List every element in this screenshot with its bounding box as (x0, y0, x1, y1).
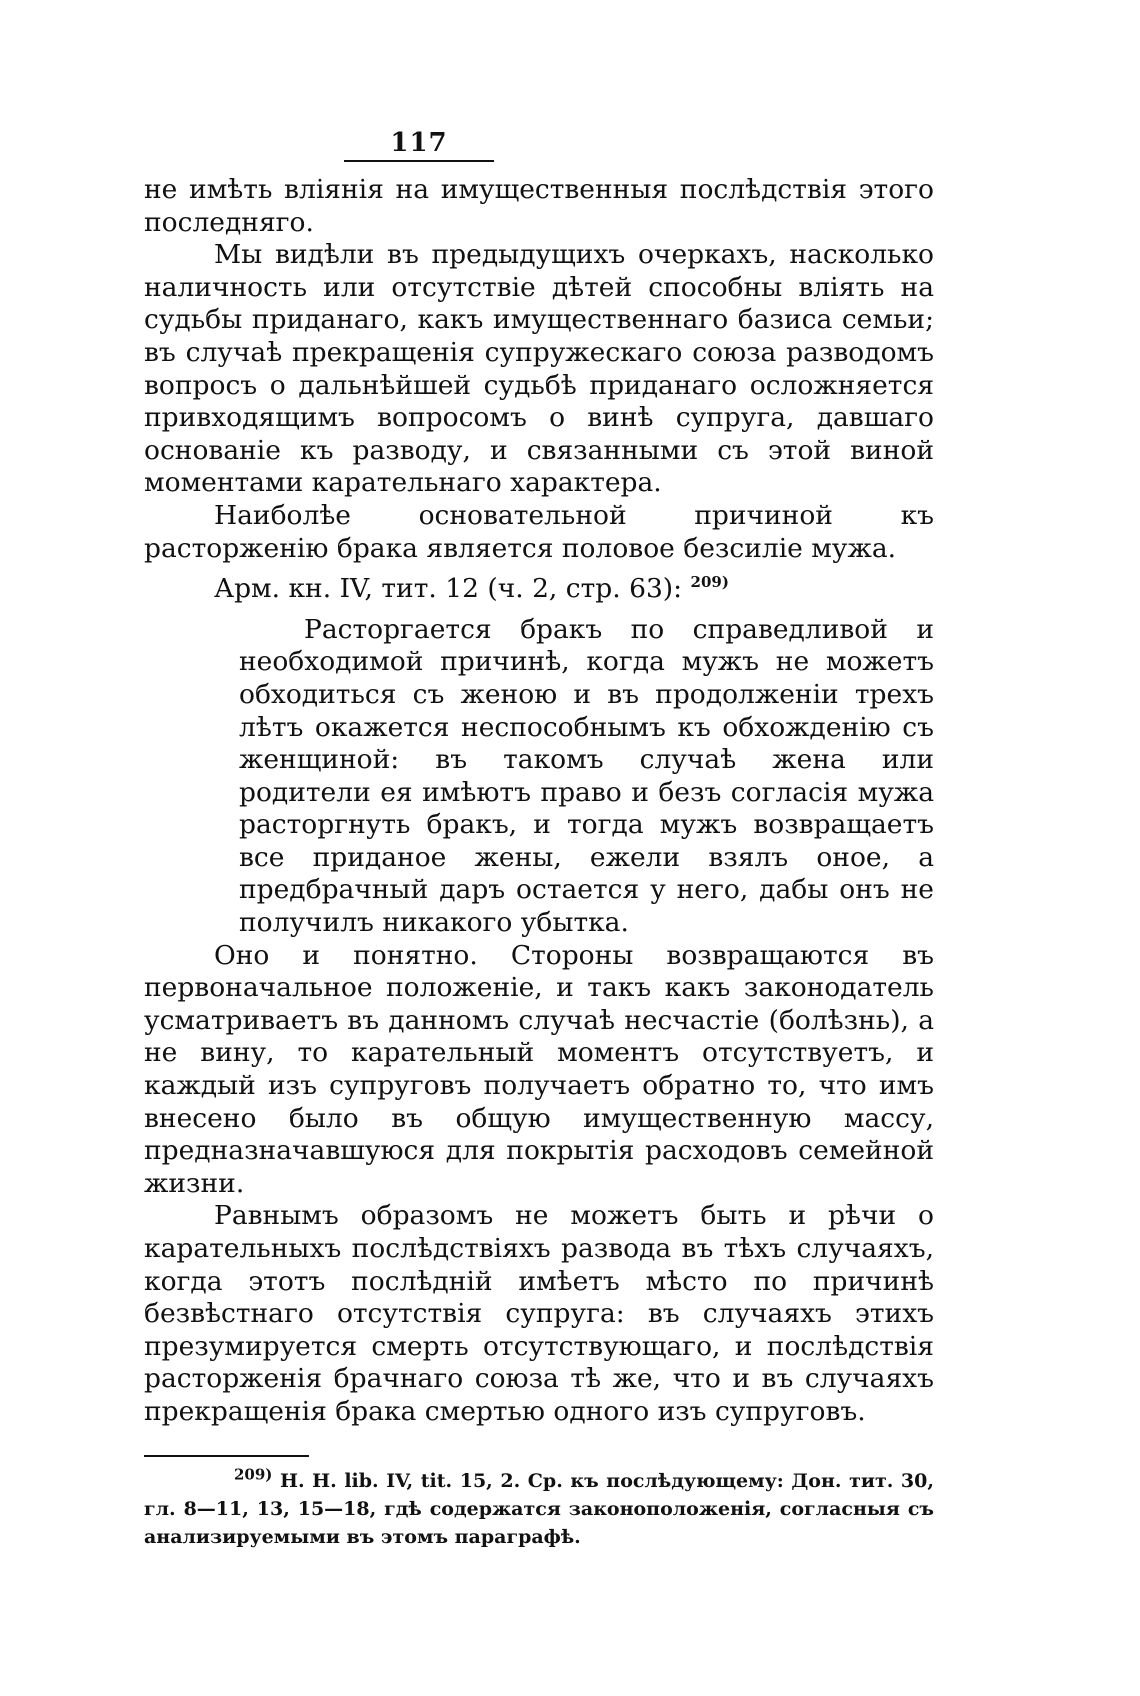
block-quote (239, 614, 934, 940)
page-number: 117 (344, 128, 494, 162)
paragraph-impotence-cause: Наиболѣе основательной причиной къ расторженію брака является половое безсиліе мужа. (144, 499, 934, 564)
quote-text: Расторгается бракъ по справедливой и необходимой причинѣ, когда мужъ не можетъ обходиться съ женою и въ продолженіи трехъ лѣтъ окажется неспособнымъ къ обхожденію съ женщиной: въ такомъ случаѣ жена или родители ея имѣютъ право и безъ согласія мужа расторгнуть бракъ, и тогда мужъ возвращаетъ все приданое жены, ежели взялъ оное, а предбрачный даръ остается у него, дабы онъ не получилъ никакого убытка. (239, 613, 934, 939)
footnote-text: Н. Н. lib. IV, tit. 15, 2. Ср. къ послѣдующему: Дон. тит. 30, гл. 8—11, 13, 15—18, гдѣ содержатся законоположенія, согласныя съ анализируемыми въ этомъ параграфѣ. (144, 1469, 934, 1548)
paragraph-understandable: Оно и понятно. Стороны возвращаются въ первоначальное положеніе, и такъ какъ законодатель усматриваетъ въ данномъ случаѣ несчастіе (болѣзнь), а не вину, то карательный моментъ отсутствуетъ, и каждый изъ супруговъ получаетъ обратно то, что имъ внесено было въ общую имущественную массу, предназначавшуюся для покрытія расходовъ семейной жизни. (144, 939, 934, 1199)
book-page (144, 128, 934, 1551)
footnote-number: 209) (234, 1465, 273, 1484)
footnote (144, 1467, 934, 1551)
paragraph-continuation: не имѣть вліянія на имущественныя послѣдствія этого последняго. (144, 174, 934, 238)
footnote-divider (144, 1455, 309, 1457)
footnote-marker: 209) (690, 573, 729, 592)
quote-reference-text: Арм. кн. IV, тит. 12 (ч. 2, стр. 63): (214, 573, 683, 605)
paragraph-dowry-divorce: Мы видѣли въ предыдущихъ очеркахъ, насколько наличность или отсутствіе дѣтей способны вліять на судьбы приданаго, какъ имущественнаго базиса семьи; въ случаѣ прекращенія супружескаго союза разводомъ вопросъ о дальнѣйшей судьбѣ приданаго осложняется привходящимъ вопросомъ о винѣ супруга, давшаго основаніе къ разводу, и связанными съ этой виной моментами карательнаго характера. (144, 239, 934, 499)
quote-reference (144, 573, 934, 606)
paragraph-absence-spouse: Равнымъ образомъ не можетъ быть и рѣчи о карательныхъ послѣдствіяхъ развода въ тѣхъ случаяхъ, когда этотъ послѣдній имѣетъ мѣсто по причинѣ безвѣстнаго отсутствія супруга: въ случаяхъ этихъ презумируется смерть отсутствующаго, и послѣдствія расторженія брачнаго союза тѣ же, что и въ случаяхъ прекращенія брака смертью одного изъ супруговъ. (144, 1200, 934, 1427)
